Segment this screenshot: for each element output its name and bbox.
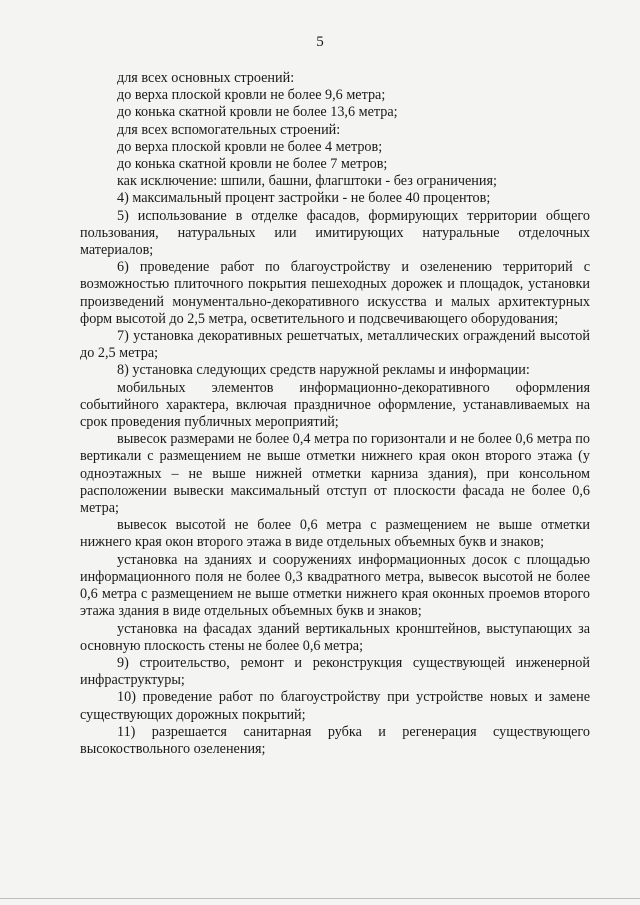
paragraph: 6) проведение работ по благоустройству и озеленению территорий с возможностью плиточного покрытия пешеходных дорожек и площадок, установки произведений монументально-декоративного искусства и малых архитектурных форм высотой до 2,5 метра, осветительного и подсвечивающего оборудования;	[80, 259, 590, 327]
paragraph: до верха плоской кровли не более 4 метров;	[117, 138, 383, 155]
paragraph: 5) использование в отделке фасадов, формирующих территории общего пользования, натуральных или имитирующих натуральные отделочных материалов;	[80, 207, 590, 259]
paragraph: для всех основных строений:	[117, 70, 295, 86]
paragraph: 7) установка декоративных решетчатых, металлических ограждений высотой до 2,5 метра;	[80, 328, 590, 362]
paragraph: вывесок высотой не более 0,6 метра с размещением не выше отметки нижнего края окон второго этажа в виде отдельных объемных букв и знаков;	[80, 517, 590, 551]
paragraph: до конька скатной кровли не более 7 метров;	[117, 156, 388, 173]
paragraph: 9) строительство, ремонт и реконструкция существующей инженерной инфраструктуры;	[80, 654, 590, 689]
paragraph: установка на фасадах зданий вертикальных кронштейнов, выступающих за основную плоскость стены не более 0,6 метра;	[80, 620, 590, 654]
paragraph: до верха плоской кровли не более 9,6 метра;	[117, 87, 386, 104]
paragraph: 4) максимальный процент застройки - не более 40 процентов;	[117, 190, 491, 207]
paragraph: 10) проведение работ по благоустройству при устройстве новых и замене существующих дорожных покрытий;	[80, 689, 590, 723]
page-number: 5	[316, 34, 324, 50]
paragraph: до конька скатной кровли не более 13,6 метра;	[117, 104, 398, 121]
paragraph: установка на зданиях и сооружениях информационных досок с площадью информационного поля не более 0,3 квадратного метра, вывесок высотой не более 0,6 метра с размещением не выше отметки нижнего края оконных проемов второго этажа здания в виде отдельных объемных букв и знаков;	[80, 551, 590, 620]
paragraph: мобильных элементов информационно-декоративного оформления событийного характера, включая праздничное оформление, устанавливаемых на срок проведения публичных мероприятий;	[80, 379, 590, 431]
page-bottom-edge	[0, 898, 640, 899]
paragraph: как исключение: шпили, башни, флагштоки - без ограничения;	[117, 173, 497, 190]
paragraph: вывесок размерами не более 0,4 метра по горизонтали и не более 0,6 метра по вертикали с размещением не выше отметки нижнего края окон второго этажа (у одноэтажных – не выше нижней отметки карниза здания), при консольном расположении вывески максимальный отступ от плоскости фасада не более 0,6 метра;	[80, 431, 590, 517]
paragraph: для всех вспомогательных строений:	[117, 121, 341, 138]
document-body	[80, 70, 590, 758]
paragraph: 8) установка следующих средств наружной рекламы и информации:	[117, 362, 530, 379]
paragraph: 11) разрешается санитарная рубка и регенерация существующего высокоствольного озеленения;	[80, 723, 590, 757]
